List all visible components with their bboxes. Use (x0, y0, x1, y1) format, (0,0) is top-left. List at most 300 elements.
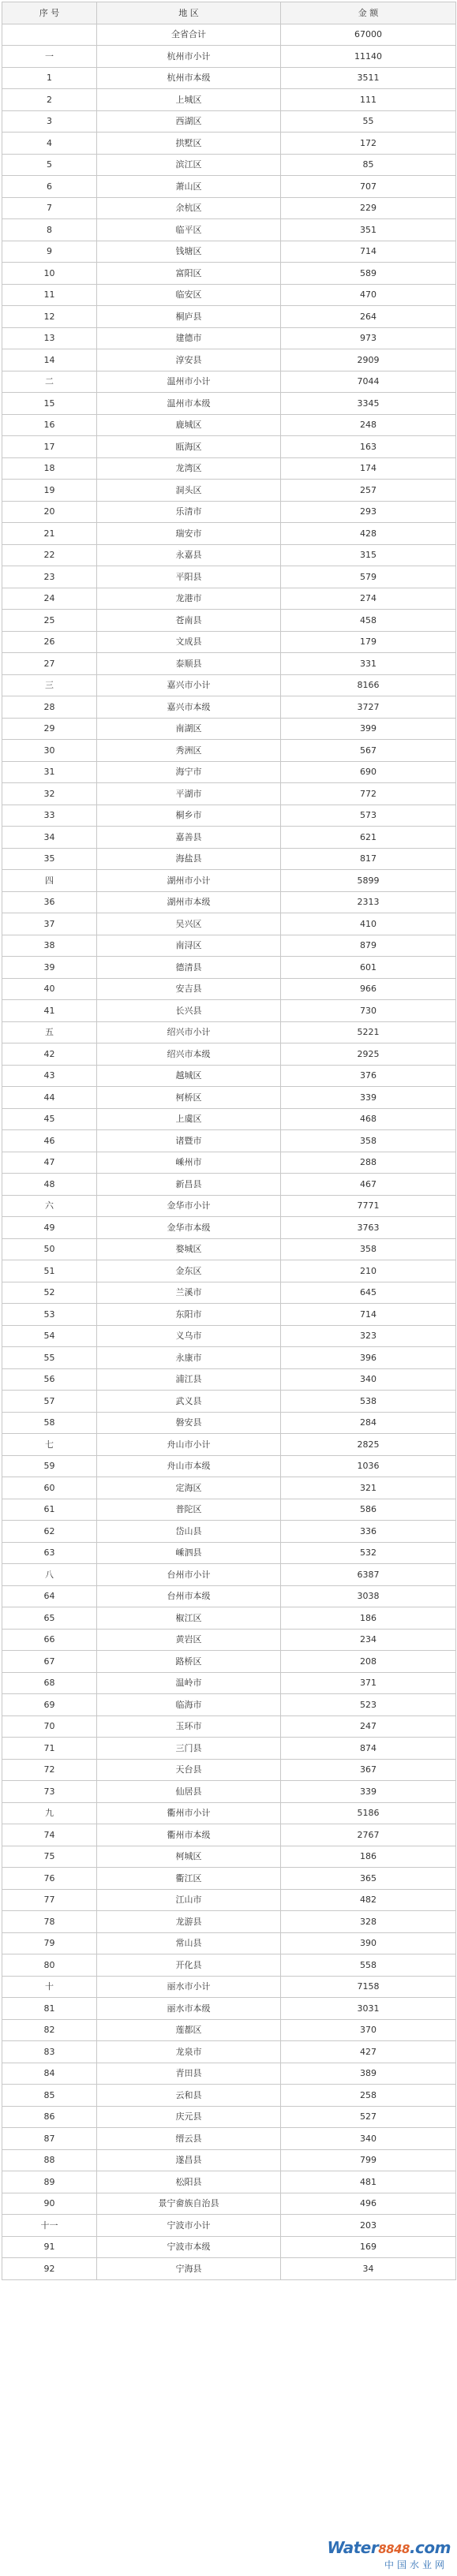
cell-amount: 264 (281, 306, 456, 328)
cell-serial: 55 (2, 1347, 97, 1369)
table-row (2, 1802, 456, 1824)
cell-amount: 874 (281, 1738, 456, 1760)
cell-region: 鹿城区 (97, 414, 281, 436)
cell-serial: 65 (2, 1607, 97, 1630)
table-row (2, 2106, 456, 2128)
table-row (2, 740, 456, 762)
cell-amount: 169 (281, 2236, 456, 2258)
cell-serial: 71 (2, 1738, 97, 1760)
cell-region: 龙泉市 (97, 2041, 281, 2063)
cell-region: 瑞安市 (97, 523, 281, 545)
cell-region: 磐安县 (97, 1412, 281, 1434)
cell-serial: 42 (2, 1043, 97, 1066)
table-row (2, 2149, 456, 2171)
cell-serial: 54 (2, 1325, 97, 1347)
table-row (2, 1521, 456, 1543)
cell-region: 金华市小计 (97, 1195, 281, 1217)
cell-serial: 57 (2, 1391, 97, 1413)
cell-amount: 172 (281, 133, 456, 155)
cell-region: 文成县 (97, 631, 281, 653)
cell-serial: 91 (2, 2236, 97, 2258)
cell-amount: 328 (281, 1911, 456, 1933)
cell-amount: 274 (281, 588, 456, 610)
cell-region: 吴兴区 (97, 913, 281, 935)
table-row (2, 1954, 456, 1977)
table-row (2, 761, 456, 783)
cell-amount: 174 (281, 457, 456, 480)
cell-serial: 12 (2, 306, 97, 328)
cell-amount: 966 (281, 978, 456, 1000)
cell-region: 遂昌县 (97, 2149, 281, 2171)
cell-serial: 14 (2, 349, 97, 371)
cell-region: 宁波市本级 (97, 2236, 281, 2258)
cell-region: 嵊州市 (97, 1152, 281, 1174)
cell-serial: 83 (2, 2041, 97, 2063)
cell-amount: 390 (281, 1932, 456, 1954)
table-row (2, 1108, 456, 1130)
cell-region: 海盐县 (97, 848, 281, 870)
cell-serial: 73 (2, 1781, 97, 1803)
cell-region: 杭州市小计 (97, 46, 281, 68)
table-row (2, 544, 456, 566)
cell-serial: 52 (2, 1282, 97, 1304)
table-row (2, 783, 456, 805)
table-row (2, 2041, 456, 2063)
table-row (2, 1455, 456, 1477)
cell-serial: 3 (2, 110, 97, 133)
cell-region: 湖州市本级 (97, 891, 281, 913)
cell-region: 舟山市小计 (97, 1434, 281, 1456)
cell-amount: 573 (281, 805, 456, 827)
cell-region: 德清县 (97, 957, 281, 979)
cell-region: 越城区 (97, 1065, 281, 1087)
table-row (2, 1434, 456, 1456)
cell-region: 富阳区 (97, 263, 281, 285)
cell-region: 青田县 (97, 2063, 281, 2085)
cell-amount: 7158 (281, 1976, 456, 1998)
cell-amount: 370 (281, 2019, 456, 2041)
cell-region: 金华市本级 (97, 1217, 281, 1239)
table-row (2, 1347, 456, 1369)
table-row (2, 631, 456, 653)
table-row (2, 1391, 456, 1413)
cell-serial: 37 (2, 913, 97, 935)
table-row (2, 414, 456, 436)
table-body (2, 24, 456, 2279)
cell-serial: 48 (2, 1174, 97, 1196)
cell-region: 泰顺县 (97, 653, 281, 675)
cell-region: 滨江区 (97, 154, 281, 176)
cell-serial: 1 (2, 67, 97, 89)
cell-amount: 558 (281, 1954, 456, 1977)
cell-amount: 331 (281, 653, 456, 675)
cell-serial: 二 (2, 371, 97, 393)
cell-region: 衢州市小计 (97, 1802, 281, 1824)
table-row (2, 393, 456, 415)
table-row (2, 674, 456, 696)
table-row (2, 1065, 456, 1087)
cell-serial: 19 (2, 480, 97, 502)
cell-serial: 74 (2, 1824, 97, 1846)
cell-serial: 47 (2, 1152, 97, 1174)
table-row (2, 1542, 456, 1564)
cell-serial: 70 (2, 1715, 97, 1738)
cell-amount: 621 (281, 827, 456, 849)
cell-region: 桐乡市 (97, 805, 281, 827)
cell-amount: 163 (281, 436, 456, 458)
cell-serial: 23 (2, 566, 97, 588)
table-row (2, 1889, 456, 1911)
table-row (2, 436, 456, 458)
cell-serial: 13 (2, 327, 97, 349)
table-row (2, 480, 456, 502)
table-row (2, 1911, 456, 1933)
cell-region: 湖州市小计 (97, 870, 281, 892)
cell-amount: 3038 (281, 1585, 456, 1607)
cell-serial: 16 (2, 414, 97, 436)
cell-region: 武义县 (97, 1391, 281, 1413)
table-row (2, 1868, 456, 1890)
cell-serial: 76 (2, 1868, 97, 1890)
cell-amount: 376 (281, 1065, 456, 1087)
cell-region: 温州市本级 (97, 393, 281, 415)
cell-serial: 67 (2, 1651, 97, 1673)
cell-amount: 538 (281, 1391, 456, 1413)
cell-region: 路桥区 (97, 1651, 281, 1673)
table-row (2, 1629, 456, 1651)
cell-region: 椒江区 (97, 1607, 281, 1630)
table-row (2, 1998, 456, 2020)
cell-region: 乐清市 (97, 501, 281, 523)
cell-serial: 39 (2, 957, 97, 979)
table-row (2, 805, 456, 827)
table-row (2, 1759, 456, 1781)
cell-region: 开化县 (97, 1954, 281, 1977)
cell-amount: 257 (281, 480, 456, 502)
table-row (2, 176, 456, 198)
watermark-chinese-text: 中国水业网 (384, 2559, 448, 2570)
cell-region: 龙港市 (97, 588, 281, 610)
cell-amount: 427 (281, 2041, 456, 2063)
cell-amount: 389 (281, 2063, 456, 2085)
cell-serial: 4 (2, 133, 97, 155)
cell-serial: 9 (2, 241, 97, 263)
table-row (2, 1607, 456, 1630)
cell-amount: 340 (281, 1368, 456, 1391)
cell-amount: 567 (281, 740, 456, 762)
column-header-region: 地 区 (97, 2, 281, 24)
cell-amount: 315 (281, 544, 456, 566)
cell-serial: 87 (2, 2128, 97, 2150)
cell-serial: 88 (2, 2149, 97, 2171)
cell-region: 永康市 (97, 1347, 281, 1369)
cell-amount: 482 (281, 1889, 456, 1911)
table-row (2, 610, 456, 632)
table-row (2, 2128, 456, 2150)
cell-serial: 50 (2, 1238, 97, 1260)
cell-region: 永嘉县 (97, 544, 281, 566)
cell-region: 玉环市 (97, 1715, 281, 1738)
cell-amount: 247 (281, 1715, 456, 1738)
table-row (2, 827, 456, 849)
cell-serial: 62 (2, 1521, 97, 1543)
cell-region: 天台县 (97, 1759, 281, 1781)
cell-amount: 399 (281, 718, 456, 740)
cell-amount: 358 (281, 1130, 456, 1152)
cell-amount: 3727 (281, 696, 456, 719)
cell-serial: 七 (2, 1434, 97, 1456)
cell-serial: 86 (2, 2106, 97, 2128)
table-row (2, 1368, 456, 1391)
cell-region: 松阳县 (97, 2171, 281, 2193)
table-row (2, 1043, 456, 1066)
table-row (2, 1260, 456, 1282)
table-row (2, 327, 456, 349)
cell-region: 新昌县 (97, 1174, 281, 1196)
cell-amount: 586 (281, 1499, 456, 1521)
cell-serial: 90 (2, 2193, 97, 2215)
cell-amount: 468 (281, 1108, 456, 1130)
cell-region: 温州市小计 (97, 371, 281, 393)
table-row (2, 1564, 456, 1586)
cell-region: 龙游县 (97, 1911, 281, 1933)
table-row (2, 457, 456, 480)
cell-serial: 26 (2, 631, 97, 653)
cell-region: 余杭区 (97, 197, 281, 219)
cell-amount: 203 (281, 2215, 456, 2237)
table-row (2, 1585, 456, 1607)
watermark-logo-text: Water8848.com (327, 2538, 451, 2557)
cell-serial: 28 (2, 696, 97, 719)
cell-region: 苍南县 (97, 610, 281, 632)
cell-serial: 35 (2, 848, 97, 870)
cell-amount: 186 (281, 1607, 456, 1630)
cell-serial: 92 (2, 2258, 97, 2280)
cell-serial: 36 (2, 891, 97, 913)
cell-serial: 33 (2, 805, 97, 827)
table-row (2, 1846, 456, 1868)
cell-amount: 714 (281, 241, 456, 263)
cell-region: 临海市 (97, 1694, 281, 1716)
cell-region: 普陀区 (97, 1499, 281, 1521)
cell-region: 嘉兴市小计 (97, 674, 281, 696)
table-row (2, 67, 456, 89)
cell-serial: 43 (2, 1065, 97, 1087)
cell-region: 龙湾区 (97, 457, 281, 480)
cell-serial: 79 (2, 1932, 97, 1954)
table-row (2, 1738, 456, 1760)
table-row (2, 1694, 456, 1716)
allocation-table-container (2, 2, 455, 2280)
cell-serial: 63 (2, 1542, 97, 1564)
table-row (2, 1477, 456, 1499)
cell-amount: 336 (281, 1521, 456, 1543)
cell-region: 婺城区 (97, 1238, 281, 1260)
cell-region: 桐庐县 (97, 306, 281, 328)
cell-region: 柯桥区 (97, 1087, 281, 1109)
cell-region: 诸暨市 (97, 1130, 281, 1152)
cell-serial: 29 (2, 718, 97, 740)
cell-amount: 470 (281, 284, 456, 306)
cell-amount: 410 (281, 913, 456, 935)
cell-region: 上城区 (97, 89, 281, 111)
cell-amount: 645 (281, 1282, 456, 1304)
cell-amount: 2825 (281, 1434, 456, 1456)
cell-serial: 40 (2, 978, 97, 1000)
table-row (2, 2215, 456, 2237)
table-row (2, 588, 456, 610)
cell-amount: 229 (281, 197, 456, 219)
column-header-amount: 金 额 (281, 2, 456, 24)
cell-serial: 十一 (2, 2215, 97, 2237)
cell-region: 宁波市小计 (97, 2215, 281, 2237)
cell-region: 浦江县 (97, 1368, 281, 1391)
cell-serial: 三 (2, 674, 97, 696)
cell-region: 岱山县 (97, 1521, 281, 1543)
cell-amount: 258 (281, 2085, 456, 2107)
table-row (2, 1195, 456, 1217)
cell-serial: 41 (2, 1000, 97, 1022)
cell-amount: 248 (281, 414, 456, 436)
table-row (2, 219, 456, 241)
table-row (2, 197, 456, 219)
cell-region: 云和县 (97, 2085, 281, 2107)
table-row (2, 2236, 456, 2258)
cell-amount: 210 (281, 1260, 456, 1282)
table-row (2, 1651, 456, 1673)
cell-serial: 80 (2, 1954, 97, 1977)
cell-amount: 234 (281, 1629, 456, 1651)
cell-amount: 458 (281, 610, 456, 632)
cell-amount: 7044 (281, 371, 456, 393)
cell-serial: 17 (2, 436, 97, 458)
table-row (2, 110, 456, 133)
cell-amount: 340 (281, 2128, 456, 2150)
table-row (2, 1021, 456, 1043)
cell-serial: 58 (2, 1412, 97, 1434)
cell-region: 平湖市 (97, 783, 281, 805)
cell-serial: 四 (2, 870, 97, 892)
cell-amount: 523 (281, 1694, 456, 1716)
table-row (2, 1412, 456, 1434)
cell-serial: 22 (2, 544, 97, 566)
cell-region: 江山市 (97, 1889, 281, 1911)
table-row (2, 2171, 456, 2193)
table-row (2, 154, 456, 176)
cell-amount: 496 (281, 2193, 456, 2215)
cell-serial: 60 (2, 1477, 97, 1499)
cell-region: 庆元县 (97, 2106, 281, 2128)
cell-region: 上虞区 (97, 1108, 281, 1130)
table-row (2, 1217, 456, 1239)
cell-amount: 8166 (281, 674, 456, 696)
cell-amount: 2909 (281, 349, 456, 371)
cell-serial: 32 (2, 783, 97, 805)
table-row (2, 24, 456, 46)
table-row (2, 371, 456, 393)
cell-amount: 339 (281, 1087, 456, 1109)
cell-serial: 68 (2, 1672, 97, 1694)
cell-region: 南湖区 (97, 718, 281, 740)
cell-region: 萧山区 (97, 176, 281, 198)
table-row (2, 349, 456, 371)
cell-amount: 293 (281, 501, 456, 523)
cell-region: 黄岩区 (97, 1629, 281, 1651)
table-header-row (2, 2, 456, 24)
cell-region: 长兴县 (97, 1000, 281, 1022)
cell-serial: 84 (2, 2063, 97, 2085)
cell-serial: 八 (2, 1564, 97, 1586)
cell-region: 淳安县 (97, 349, 281, 371)
cell-serial: 8 (2, 219, 97, 241)
cell-region: 全省合计 (97, 24, 281, 46)
cell-region: 临安区 (97, 284, 281, 306)
table-row (2, 2085, 456, 2107)
cell-serial: 66 (2, 1629, 97, 1651)
cell-region: 衢州市本级 (97, 1824, 281, 1846)
cell-region: 南浔区 (97, 935, 281, 957)
cell-region: 缙云县 (97, 2128, 281, 2150)
cell-serial: 十 (2, 1976, 97, 1998)
table-row (2, 89, 456, 111)
cell-region: 绍兴市小计 (97, 1021, 281, 1043)
table-row (2, 848, 456, 870)
cell-region: 台州市本级 (97, 1585, 281, 1607)
cell-serial: 6 (2, 176, 97, 198)
table-row (2, 1174, 456, 1196)
cell-amount: 323 (281, 1325, 456, 1347)
cell-serial: 75 (2, 1846, 97, 1868)
cell-region: 嘉善县 (97, 827, 281, 849)
cell-serial: 51 (2, 1260, 97, 1282)
cell-region: 景宁畲族自治县 (97, 2193, 281, 2215)
cell-region: 安吉县 (97, 978, 281, 1000)
cell-amount: 288 (281, 1152, 456, 1174)
cell-region: 丽水市小计 (97, 1976, 281, 1998)
cell-amount: 3511 (281, 67, 456, 89)
table-row (2, 566, 456, 588)
table-row (2, 1282, 456, 1304)
cell-serial: 59 (2, 1455, 97, 1477)
table-row (2, 1715, 456, 1738)
cell-amount: 3031 (281, 1998, 456, 2020)
cell-region: 莲都区 (97, 2019, 281, 2041)
cell-serial: 56 (2, 1368, 97, 1391)
cell-region: 洞头区 (97, 480, 281, 502)
table-row (2, 46, 456, 68)
cell-amount: 817 (281, 848, 456, 870)
cell-amount: 527 (281, 2106, 456, 2128)
cell-amount: 973 (281, 327, 456, 349)
cell-amount: 714 (281, 1304, 456, 1326)
cell-serial: 11 (2, 284, 97, 306)
cell-region: 平阳县 (97, 566, 281, 588)
table-row (2, 263, 456, 285)
column-header-serial: 序 号 (2, 2, 97, 24)
cell-amount: 367 (281, 1759, 456, 1781)
cell-region: 衢江区 (97, 1868, 281, 1890)
table-row (2, 241, 456, 263)
cell-serial: 49 (2, 1217, 97, 1239)
cell-serial: 一 (2, 46, 97, 68)
cell-region: 温岭市 (97, 1672, 281, 1694)
table-row (2, 870, 456, 892)
cell-serial: 38 (2, 935, 97, 957)
cell-amount: 3345 (281, 393, 456, 415)
table-row (2, 523, 456, 545)
table-row (2, 1304, 456, 1326)
cell-amount: 1036 (281, 1455, 456, 1477)
